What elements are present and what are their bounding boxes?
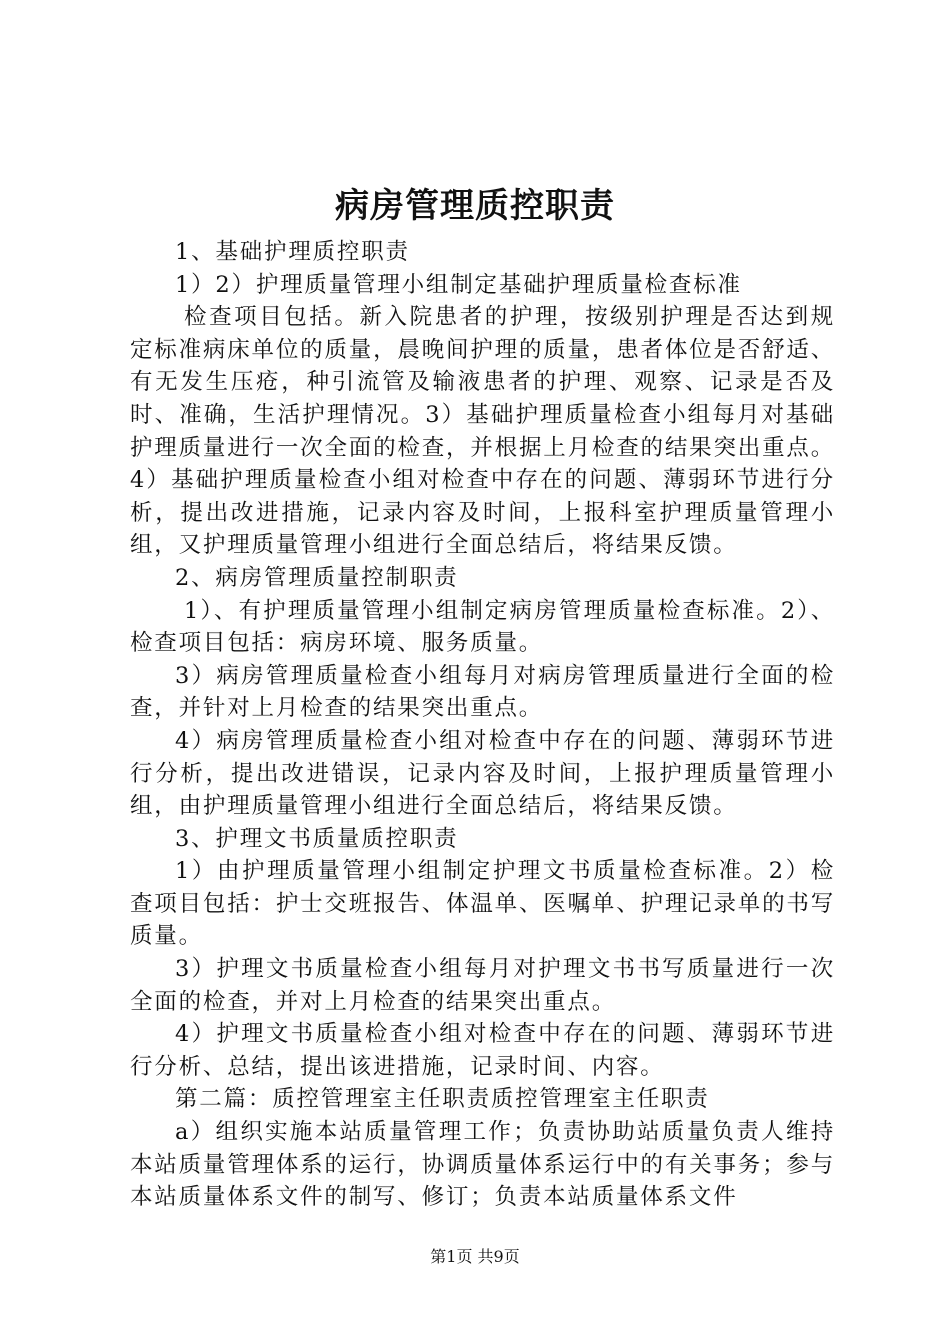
document-title: 病房管理质控职责 bbox=[335, 186, 615, 226]
section-heading: 3、护理文书质量质控职责 bbox=[175, 825, 459, 852]
section-heading: 2、病房管理质量控制职责 bbox=[175, 564, 459, 591]
section-heading: 1、基础护理质控职责 bbox=[175, 239, 410, 265]
document-body bbox=[130, 236, 835, 1214]
page-footer: 第1页 共9页 bbox=[430, 1247, 520, 1266]
section-heading: 第二篇：质控管理室主任职责质控管理室主任职责 bbox=[175, 1086, 710, 1113]
paragraph: a）组织实施本站质量管理工作；负责协助站质量负责人维持本站质量管理体系的运行，协调质量体系运行中的有关事务；参与本站质量体系文件的制写、修订；负责本站质量体系文件 bbox=[130, 1119, 835, 1211]
paragraph: 1）、有护理质量管理小组制定病房管理质量检查标准。2）、检查项目包括：病房环境、服务质量。 bbox=[130, 597, 835, 657]
paragraph: 1）由护理质量管理小组制定护理文书质量检查标准。2）检查项目包括：护士交班报告、体温单、医嘱单、护理记录单的书写质量。 bbox=[130, 858, 835, 950]
paragraph: 4）病房管理质量检查小组对检查中存在的问题、薄弱环节进行分析，提出改进错误，记录内容及时间，上报护理质量管理小组，由护理质量管理小组进行全面总结后，将结果反馈。 bbox=[130, 727, 835, 820]
paragraph: 4）护理文书质量检查小组对检查中存在的问题、薄弱环节进行分析、总结，提出该进措施，记录时间、内容。 bbox=[130, 1021, 835, 1080]
paragraph: 1）2）护理质量管理小组制定基础护理质量检查标准 bbox=[175, 271, 742, 298]
paragraph: 检查项目包括。新入院患者的护理，按级别护理是否达到规定标准病床单位的质量，晨晚间护理的质量，患者体位是否舒适、有无发生压疮，种引流管及输液患者的护理、观察、记录是否及时、准确，生活护理情况。3）基础护理质量检查小组每月对基础护理质量进行一次全面的检查，并根据上月检查的结果突出重点。4）基础护理质量检查小组对检查中存在的问题、薄弱环节进行分析，提出改进措施，记录内容及时间，上报科室护理质量管理小组，又护理质量管理小组进行全面总结后，将结果反馈。 bbox=[130, 304, 835, 559]
paragraph: 3）护理文书质量检查小组每月对护理文书书写质量进行一次全面的检查，并对上月检查的结果突出重点。 bbox=[130, 956, 835, 1015]
paragraph: 3）病房管理质量检查小组每月对病房管理质量进行全面的检查，并针对上月检查的结果突出重点。 bbox=[130, 662, 835, 722]
